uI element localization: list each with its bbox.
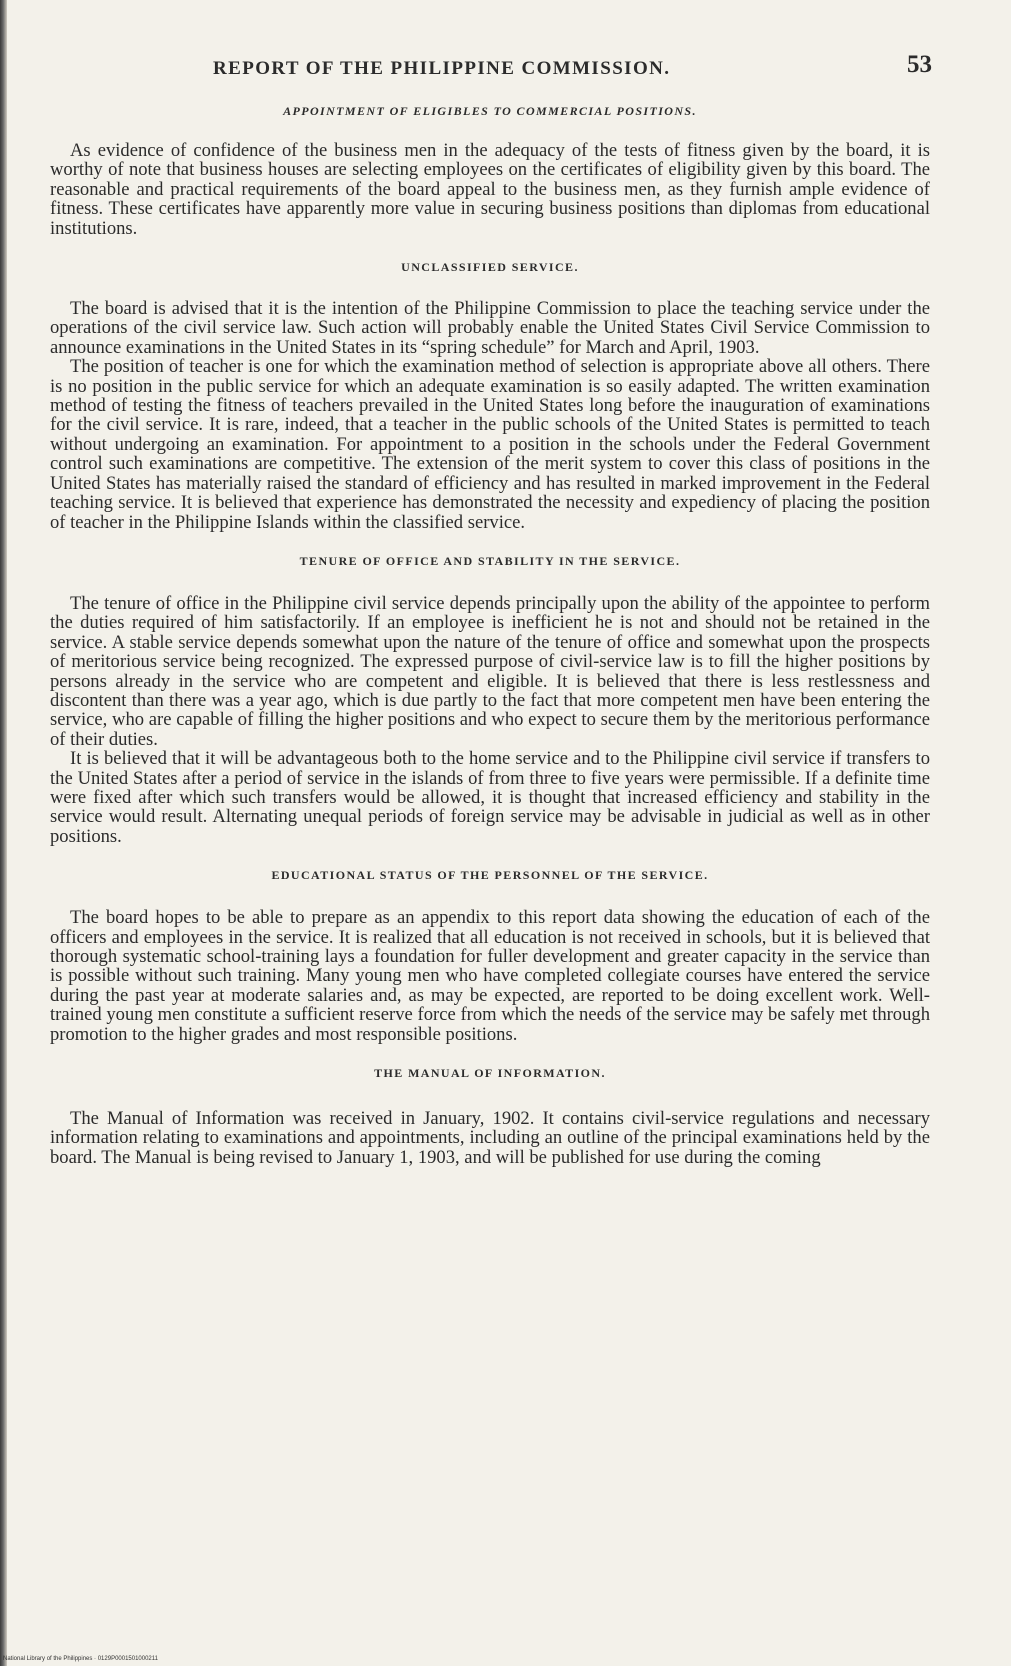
section-heading-commercial-positions: APPOINTMENT OF ELIGIBLES TO COMMERCIAL POSITIONS. (283, 104, 697, 118)
document-page (50, 50, 930, 1167)
paragraph-tenure-2: It is believed that it will be advantageous both to the home service and to the Philippine civil service if transfers to the United States after a period of service in the islands of from three to five years were permissible. If a definite time were fixed after which such transfers would be allowed, it is thought that increased efficiency and stability in the service would result. Alternating unequal periods of foreign service may be advisable in judicial as well as in other positions. (50, 748, 930, 847)
running-head (50, 50, 930, 90)
section-heading-educational-status: EDUCATIONAL STATUS OF THE PERSONNEL OF THE SERVICE. (271, 868, 709, 883)
paragraph-commercial-positions: As evidence of confidence of the business men in the adequacy of the tests of fitness given by the board, it is worthy of note that business houses are selecting employees on the certificates of eligibility given by this board. The reasonable and practical requirements of the board appeal to the business men, as they furnish ample evidence of fitness. These certificates have apparently more value in securing business positions than diplomas from educational institutions. (50, 140, 930, 239)
running-title: REPORT OF THE PHILIPPINE COMMISSION. (213, 58, 671, 79)
paragraph-unclassified-1: The board is advised that it is the intention of the Philippine Commission to place the teaching service under the operations of the civil service law. Such action will probably enable the United States Civil Service Commission to announce examinations in the United States in its “spring schedule” for March and April, 1903. (50, 298, 930, 358)
paragraph-educational-status: The board hopes to be able to prepare as an appendix to this report data showing the education of each of the officers and employees in the service. It is realized that all education is not received in schools, but it is believed that thorough systematic school-training lays a foundation for fuller development and greater capacity in the service than is possible without such training. Many young men who have completed collegiate courses have entered the service during the past year at moderate salaries and, as may be expected, are reported to be doing excellent work. Well-trained young men constitute a sufficient reserve force from which the needs of the service may be safely met through promotion to the higher grades and most responsible positions. (50, 907, 930, 1045)
page-binding-edge (0, 0, 7, 1666)
section-heading-manual-of-information: THE MANUAL OF INFORMATION. (374, 1066, 606, 1081)
paragraph-unclassified-2: The position of teacher is one for which the examination method of selection is appropriate above all others. There is no position in the public service for which an adequate examination is so easily adapted. The written examination method of testing the fitness of teachers prevailed in the United States long before the inauguration of examinations for the civil service. It is rare, indeed, that a teacher in the public schools of the United States is permitted to teach without undergoing an examination. For appointment to a position in the schools under the Federal Government control such examinations are competitive. The extension of the merit system to cover this class of positions in the United States has materially raised the standard of efficiency and has resulted in marked improvement in the Federal teaching service. It is believed that experience has demonstrated the necessity and expediency of placing the position of teacher in the Philippine Islands within the classified service. (50, 356, 930, 533)
section-heading-unclassified-service: UNCLASSIFIED SERVICE. (401, 260, 579, 275)
paragraph-tenure-1: The tenure of office in the Philippine civil service depends principally upon the ability of the appointee to perform the duties required of him satisfactorily. If an employee is inefficient he is not and should not be retained in the service. A stable service depends somewhat upon the nature of the tenure of office and somewhat upon the prospects of meritorious service being recognized. The expressed purpose of civil-service law is to fill the higher positions by persons already in the service who are competent and eligible. It is believed that there is less restlessness and discontent than there was a year ago, which is due partly to the fact that more competent men have been entering the service, who are capable of filling the higher positions and who expect to secure them by the meritorious performance of their duties. (50, 592, 930, 750)
scan-credit-footer: National Library of the Philippines · 0129P0001501000211 (3, 1656, 159, 1662)
paragraph-manual-of-information: The Manual of Information was received in January, 1902. It contains civil-service regulations and necessary information relating to examinations and appointments, including an outline of the principal examinations held by the board. The Manual is being revised to January 1, 1903, and will be published for use during the coming (50, 1108, 930, 1168)
section-heading-tenure-of-office: TENURE OF OFFICE AND STABILITY IN THE SERVICE. (299, 553, 681, 568)
page-number: 53 (907, 51, 932, 78)
